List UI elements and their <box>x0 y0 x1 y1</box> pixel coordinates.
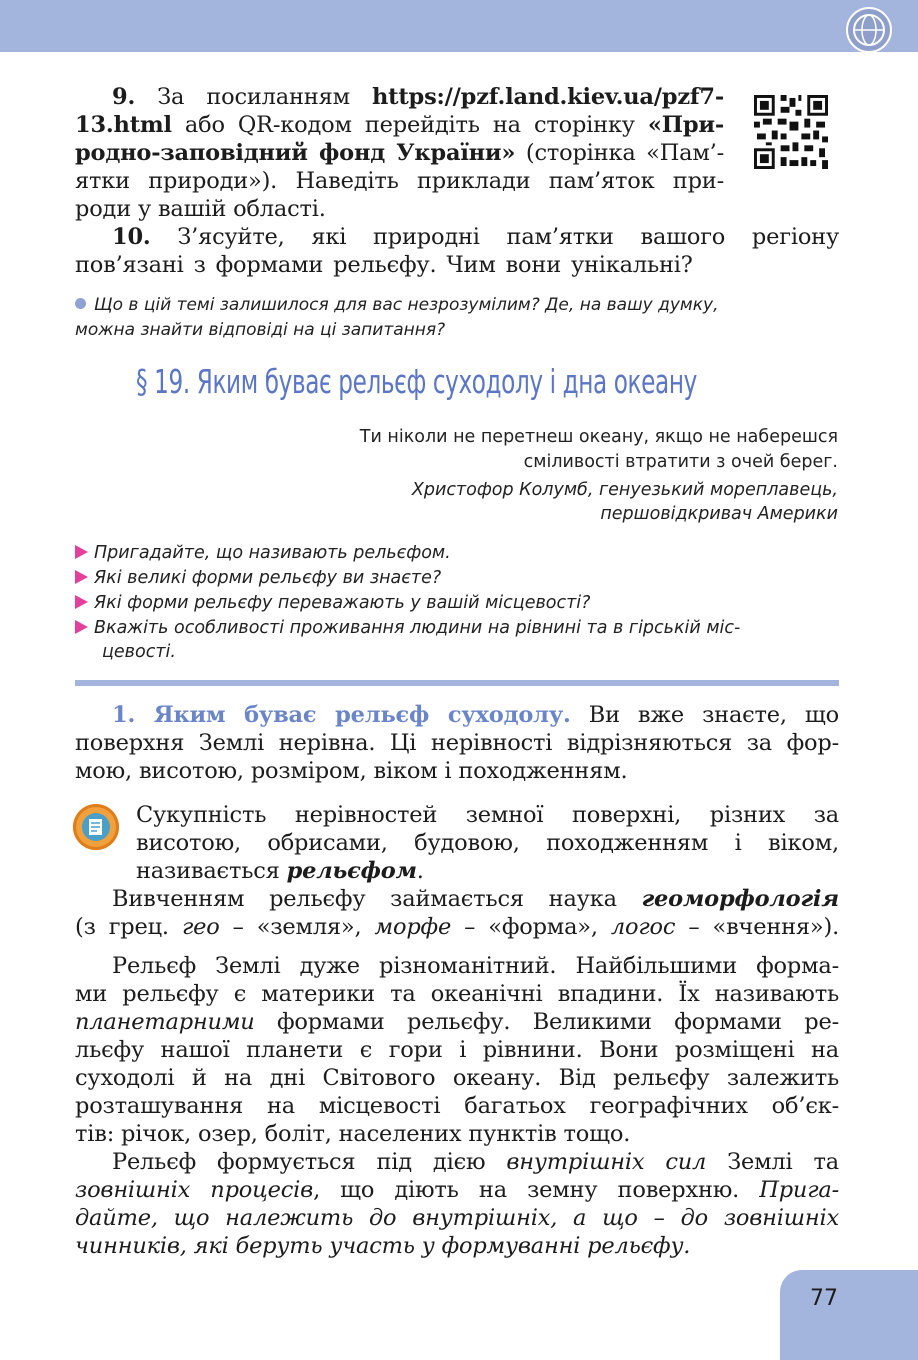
p2-line1: Вивченням рельєфу займається наука геоморфологія <box>112 886 839 912</box>
p3-line2: ми рельєфу є материки та океанічні впадини. Їх називають <box>75 981 839 1007</box>
task10-line1: 10. З’ясуйте, які природні пам’ятки вашого регіону <box>112 224 839 250</box>
recall-question: Пригадайте, що називають рельєфом. <box>75 541 451 565</box>
definition-line3: називається рельєфом. <box>136 858 424 884</box>
definition-line1: Сукупність нерівностей земної поверхні, різних за <box>136 802 839 828</box>
p4-line2: зовнішніх процесів, що діють на земну поверхню. Прига- <box>75 1177 839 1203</box>
p3-line3: планетарними формами рельєфу. Великими формами ре- <box>75 1009 839 1035</box>
arrow-icon <box>75 570 88 584</box>
task-number: 9. <box>112 84 136 110</box>
definition-icon <box>73 804 119 850</box>
bullet-dot-icon <box>75 298 86 309</box>
review-note-line2: можна знайти відповіді на ці запитання? <box>75 320 446 340</box>
p3-line6: розташування на місцевості багатьох географічних об’єк- <box>75 1093 839 1119</box>
epigraph-author-line2: першовідкривач Америки <box>600 504 838 524</box>
task9-line1: 9. За посиланням https://pzf.land.kiev.ua/pzf7- <box>112 84 724 110</box>
p3-line1: Рельєф Землі дуже різноманітний. Найбільшими форма- <box>112 953 839 979</box>
term-geomorphology: геоморфологія <box>641 886 839 912</box>
task10-line2: пов’язані з формами рельєфу. Чим вони унікальні? <box>75 252 693 278</box>
recall-question-cont: цевості. <box>102 642 176 662</box>
arrow-icon <box>75 595 88 609</box>
page-number-tab <box>780 1270 918 1360</box>
epigraph-line1: Ти ніколи не перетнеш океану, якщо не наберешся <box>359 427 838 447</box>
epigraph-author: Христофор Колумб, генуезький мореплавець, <box>411 480 838 500</box>
p4-line1: Рельєф формується під дією внутрішніх сил Землі та <box>112 1149 839 1175</box>
p3-line5: суходолі й на дні Світового океану. Від рельєфу залежить <box>75 1065 839 1091</box>
section-divider <box>75 680 839 686</box>
recall-question: Вкажіть особливості проживання людини на рівнині та в гірській міс- <box>75 616 740 640</box>
subsection-heading: 1. Яким буває рельєф суходолу. <box>112 702 571 728</box>
task-number: 10. <box>112 224 151 250</box>
recall-question: Які форми рельєфу переважають у вашій місцевості? <box>75 591 590 615</box>
definition-line2: висотою, обрисами, будовою, походженням і віком, <box>136 830 839 856</box>
recall-question: Які великі форми рельєфу ви знаєте? <box>75 566 441 590</box>
task9-line4: ятки природи»). Наведіть приклади пам’яток при- <box>75 168 724 194</box>
qr-code[interactable] <box>754 95 828 169</box>
task9-line3: родно-заповідний фонд України» (сторінка «Пам’- <box>75 140 724 166</box>
p4-line4: чинників, які беруть участь у формуванні рельєфу. <box>75 1233 691 1259</box>
section-title: § 19. Яким буває рельєф суходолу і дна океану <box>136 362 697 401</box>
task9-line5: роди у вашій області. <box>75 196 326 222</box>
review-note: Що в цій темі залишилося для вас незрозумілим? Де, на вашу думку, <box>75 292 718 318</box>
link-url-end[interactable]: 13.html <box>75 112 172 138</box>
p2-line2: (з грец. гео – «земля», морфе – «форма», логос – «вчення»). <box>75 914 840 940</box>
task9-line2: 13.html або QR-кодом перейдіть на сторінку «При- <box>75 112 724 138</box>
arrow-icon <box>75 545 88 559</box>
p1-line2: поверхня Землі нерівна. Ці нерівності відрізняються за фор- <box>75 730 839 756</box>
p1-line1: 1. Яким буває рельєф суходолу. Ви вже знаєте, що <box>112 702 839 728</box>
p1-line3: мою, висотою, розміром, віком і походженням. <box>75 758 628 784</box>
p3-line4: льєфу нашої планети є гори і рівнини. Вони розміщені на <box>75 1037 839 1063</box>
page-number: 77 <box>810 1286 838 1311</box>
epigraph-line2: сміливості втратити з очей берег. <box>523 452 838 472</box>
p4-line3: дайте, що належить до внутрішніх, а що – до зовнішніх <box>75 1205 839 1231</box>
arrow-icon <box>75 620 88 634</box>
top-banner <box>0 0 918 52</box>
definition-term: рельєфом <box>286 858 417 884</box>
link-url[interactable]: https://pzf.land.kiev.ua/pzf7- <box>372 84 724 110</box>
globe-icon <box>846 7 892 53</box>
p3-line7: тів: річок, озер, боліт, населених пунктів тощо. <box>75 1121 631 1147</box>
